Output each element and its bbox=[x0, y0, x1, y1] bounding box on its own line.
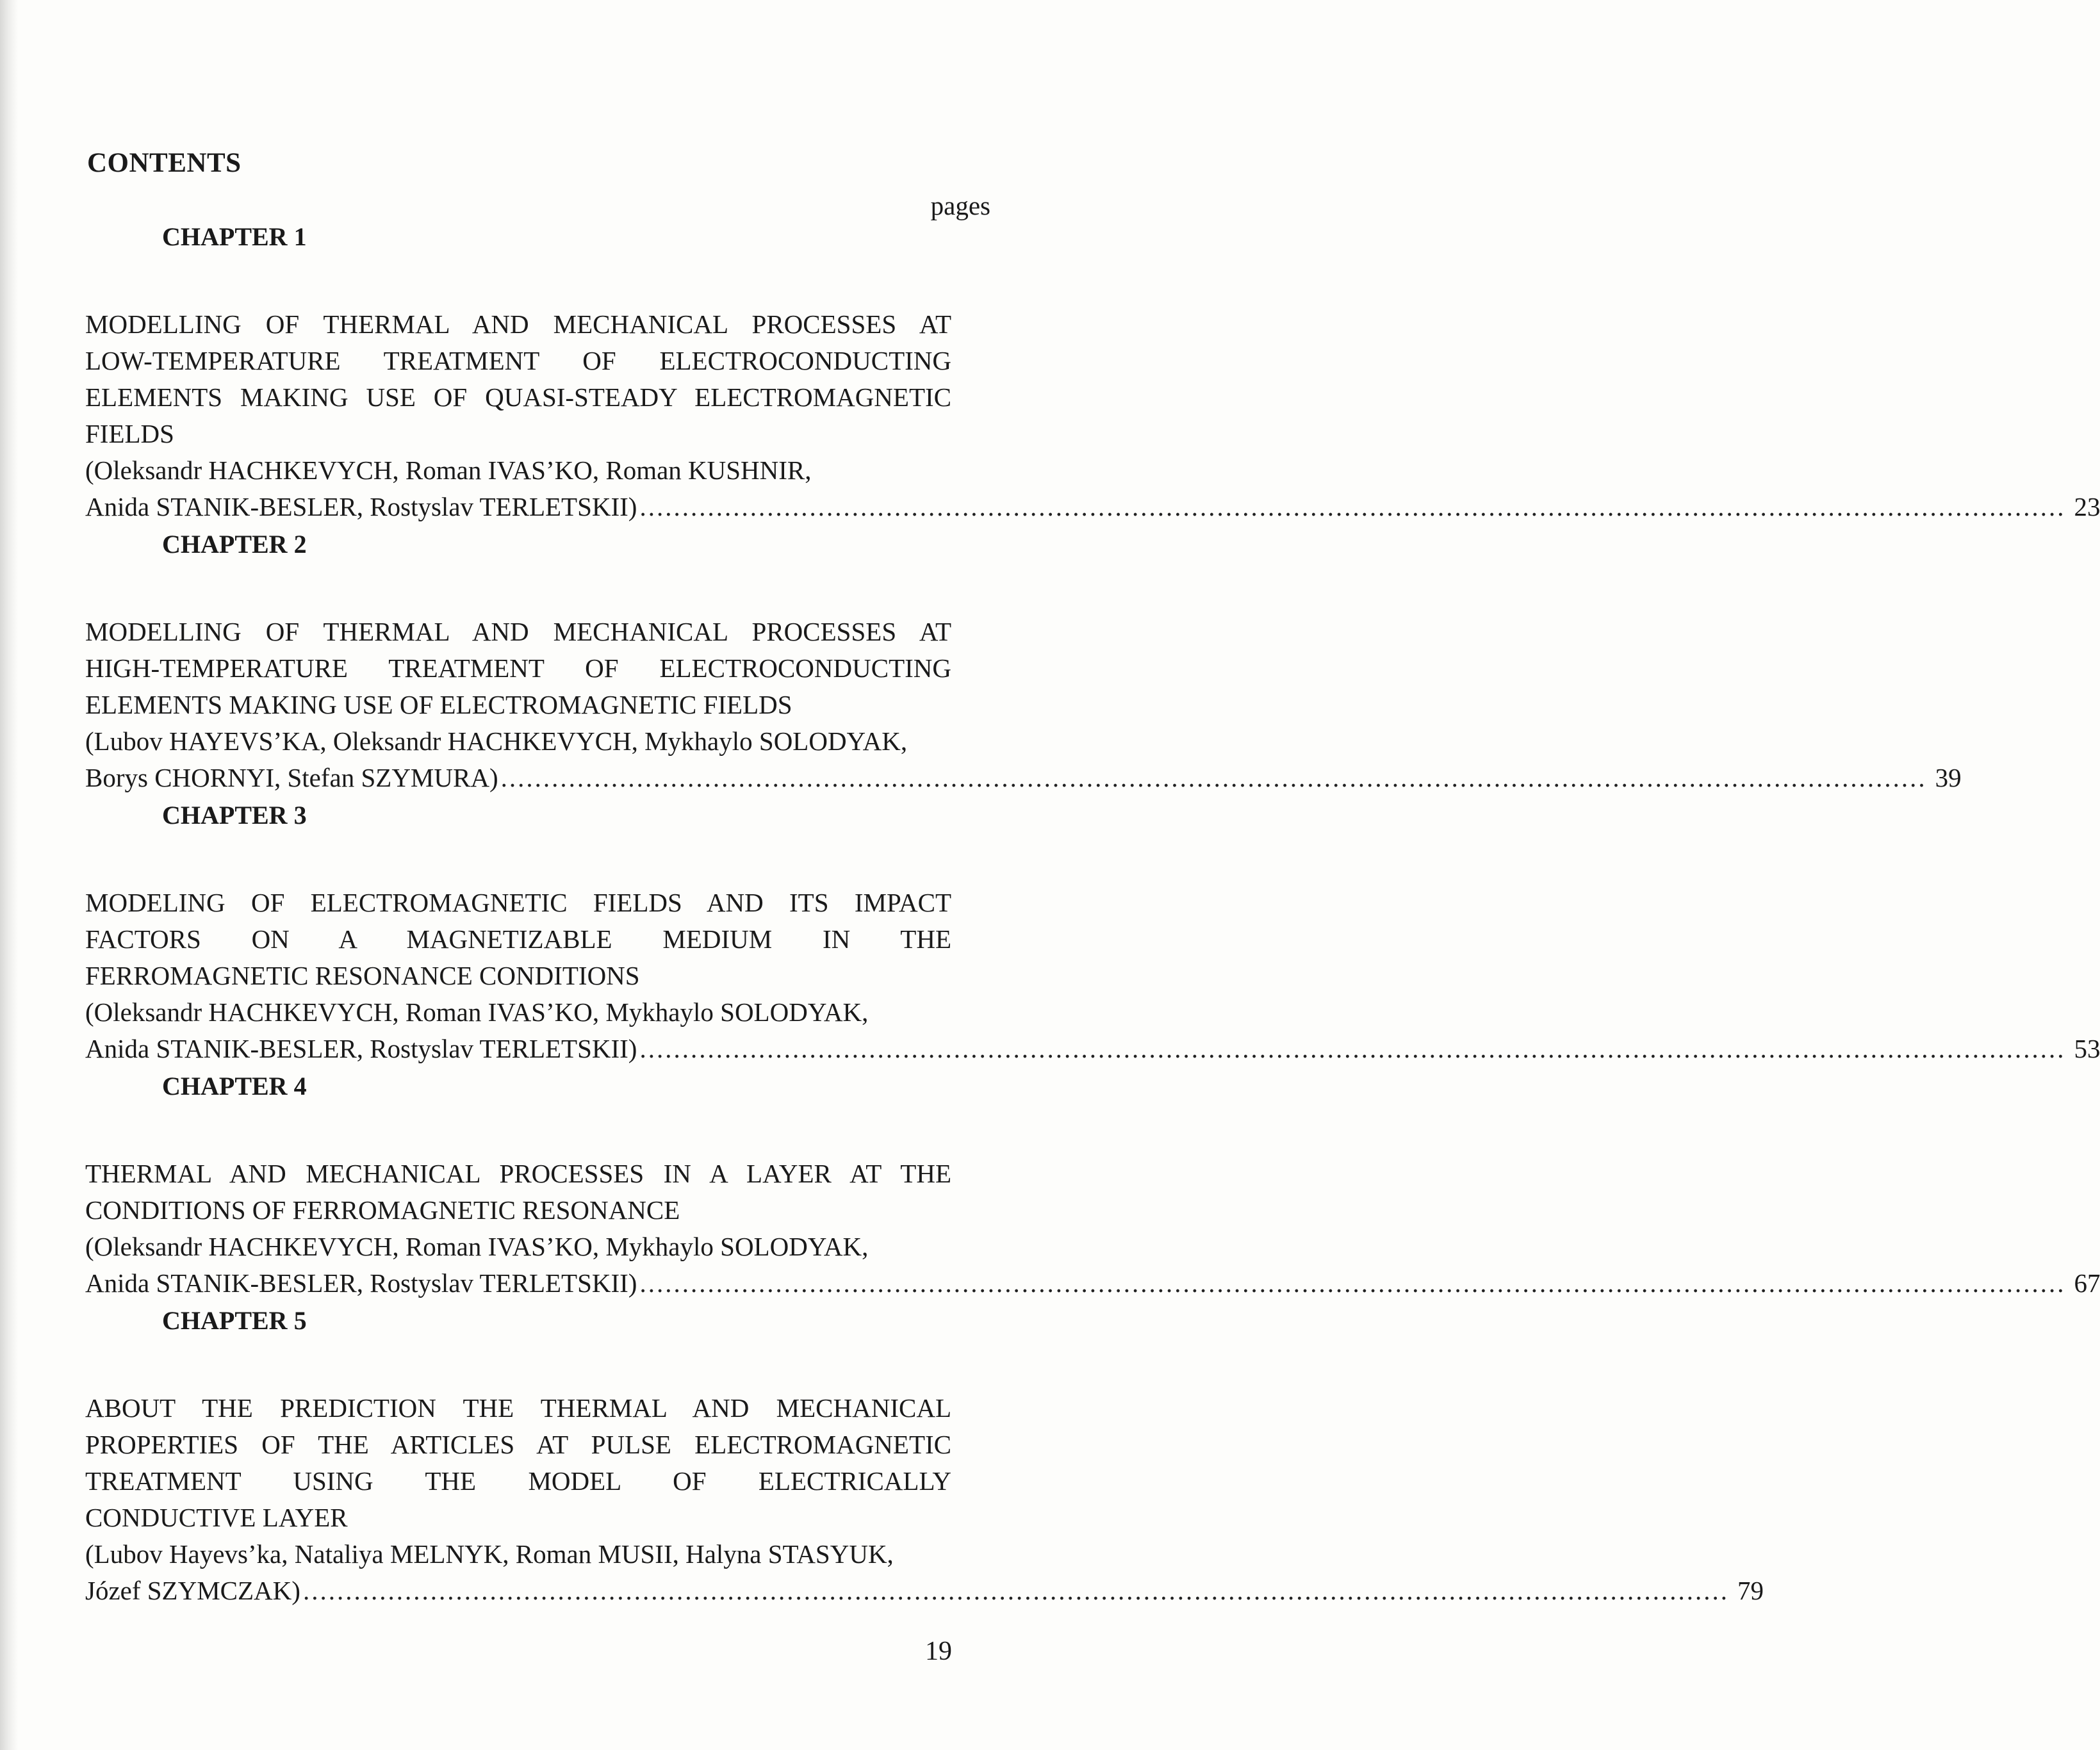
contents-heading: CONTENTS bbox=[87, 148, 242, 178]
chapter-title-line: FIELDS bbox=[85, 419, 174, 448]
chapter-title-line: HIGH-TEMPERATURE TREATMENT OF ELECTROCONDUCTING bbox=[85, 653, 951, 683]
dot-leader: ........................................................................................................................................................................ bbox=[639, 1268, 2066, 1298]
toc-leader-row bbox=[85, 1265, 2100, 1302]
chapter-authors: (Lubov HAYEVS’KA, Oleksandr HACHKEVYCH, Mykhaylo SOLODYAK, bbox=[85, 726, 908, 756]
page-folio-number: 19 bbox=[925, 1637, 952, 1666]
chapter-authors-cont: Józef SZYMCZAK) bbox=[85, 1576, 300, 1605]
chapter-title-line: FACTORS ON A MAGNETIZABLE MEDIUM IN THE bbox=[85, 924, 951, 954]
chapter-heading: CHAPTER 1 bbox=[162, 222, 307, 251]
chapter-title-line: MODELLING OF THERMAL AND MECHANICAL PROCESSES AT bbox=[85, 309, 951, 339]
dot-leader: ........................................................................................................................................................................ bbox=[302, 1576, 1729, 1605]
chapter-heading: CHAPTER 3 bbox=[162, 801, 307, 830]
toc-entry-chapter-3 bbox=[85, 796, 2100, 1067]
chapter-authors: (Oleksandr HACHKEVYCH, Roman IVAS’KO, Mykhaylo SOLODYAK, bbox=[85, 1232, 869, 1261]
chapter-page-number: 79 bbox=[1737, 1576, 1764, 1605]
contents-page bbox=[85, 0, 2100, 1750]
chapter-heading: CHAPTER 4 bbox=[162, 1072, 307, 1100]
chapter-page-number: 53 bbox=[2074, 1034, 2100, 1063]
chapter-heading: CHAPTER 2 bbox=[162, 530, 307, 559]
toc-leader-row bbox=[85, 489, 2100, 525]
chapter-authors: (Lubov Hayevs’ka, Nataliya MELNYK, Roman MUSII, Halyna STASYUK, bbox=[85, 1539, 894, 1569]
chapter-title-line: LOW-TEMPERATURE TREATMENT OF ELECTROCONDUCTING bbox=[85, 346, 951, 375]
toc-entries bbox=[85, 218, 2100, 1609]
toc-entry-chapter-1 bbox=[85, 218, 2100, 525]
toc-entry-chapter-4 bbox=[85, 1067, 2100, 1302]
chapter-title-line: PROPERTIES OF THE ARTICLES AT PULSE ELECTROMAGNETIC bbox=[85, 1430, 951, 1459]
chapter-title-line: TREATMENT USING THE MODEL OF ELECTRICALLY bbox=[85, 1466, 951, 1496]
chapter-title-line: ELEMENTS MAKING USE OF QUASI-STEADY ELECTROMAGNETIC bbox=[85, 382, 951, 412]
chapter-title-line: MODELLING OF THERMAL AND MECHANICAL PROCESSES AT bbox=[85, 617, 951, 646]
dot-leader: ........................................................................................................................................................................ bbox=[639, 1034, 2066, 1063]
chapter-title-line: ELEMENTS MAKING USE OF ELECTROMAGNETIC FIELDS bbox=[85, 690, 792, 719]
chapter-authors: (Oleksandr HACHKEVYCH, Roman IVAS’KO, Mykhaylo SOLODYAK, bbox=[85, 997, 869, 1027]
chapter-heading: CHAPTER 5 bbox=[162, 1306, 307, 1335]
chapter-title-line: THERMAL AND MECHANICAL PROCESSES IN A LAYER AT THE bbox=[85, 1159, 951, 1188]
chapter-page-number: 39 bbox=[1935, 763, 1962, 792]
dot-leader: ........................................................................................................................................................................ bbox=[500, 763, 1927, 792]
scan-binding-shadow bbox=[0, 0, 18, 1750]
toc-leader-row bbox=[85, 760, 1962, 796]
chapter-authors-cont: Anida STANIK-BESLER, Rostyslav TERLETSKII) bbox=[85, 1034, 637, 1063]
toc-entry-chapter-5 bbox=[85, 1302, 1764, 1609]
chapter-authors-cont: Borys CHORNYI, Stefan SZYMURA) bbox=[85, 763, 498, 792]
toc-entry-chapter-2 bbox=[85, 525, 1962, 796]
toc-leader-row bbox=[85, 1573, 1764, 1609]
dot-leader: ........................................................................................................................................................................ bbox=[639, 492, 2066, 521]
chapter-authors-cont: Anida STANIK-BESLER, Rostyslav TERLETSKII) bbox=[85, 492, 637, 521]
chapter-title-line: MODELING OF ELECTROMAGNETIC FIELDS AND ITS IMPACT bbox=[85, 888, 951, 917]
chapter-page-number: 23 bbox=[2074, 492, 2100, 521]
toc-leader-row bbox=[85, 1031, 2100, 1067]
chapter-title-line: FERROMAGNETIC RESONANCE CONDITIONS bbox=[85, 961, 640, 990]
chapter-authors-cont: Anida STANIK-BESLER, Rostyslav TERLETSKII) bbox=[85, 1268, 637, 1298]
chapter-title-line: ABOUT THE PREDICTION THE THERMAL AND MECHANICAL bbox=[85, 1393, 951, 1423]
chapter-title-line: CONDITIONS OF FERROMAGNETIC RESONANCE bbox=[85, 1195, 680, 1225]
chapter-page-number: 67 bbox=[2074, 1268, 2100, 1298]
pages-column-label: pages bbox=[930, 191, 990, 220]
chapter-title-line: CONDUCTIVE LAYER bbox=[85, 1503, 348, 1532]
chapter-authors: (Oleksandr HACHKEVYCH, Roman IVAS’KO, Roman KUSHNIR, bbox=[85, 455, 812, 485]
